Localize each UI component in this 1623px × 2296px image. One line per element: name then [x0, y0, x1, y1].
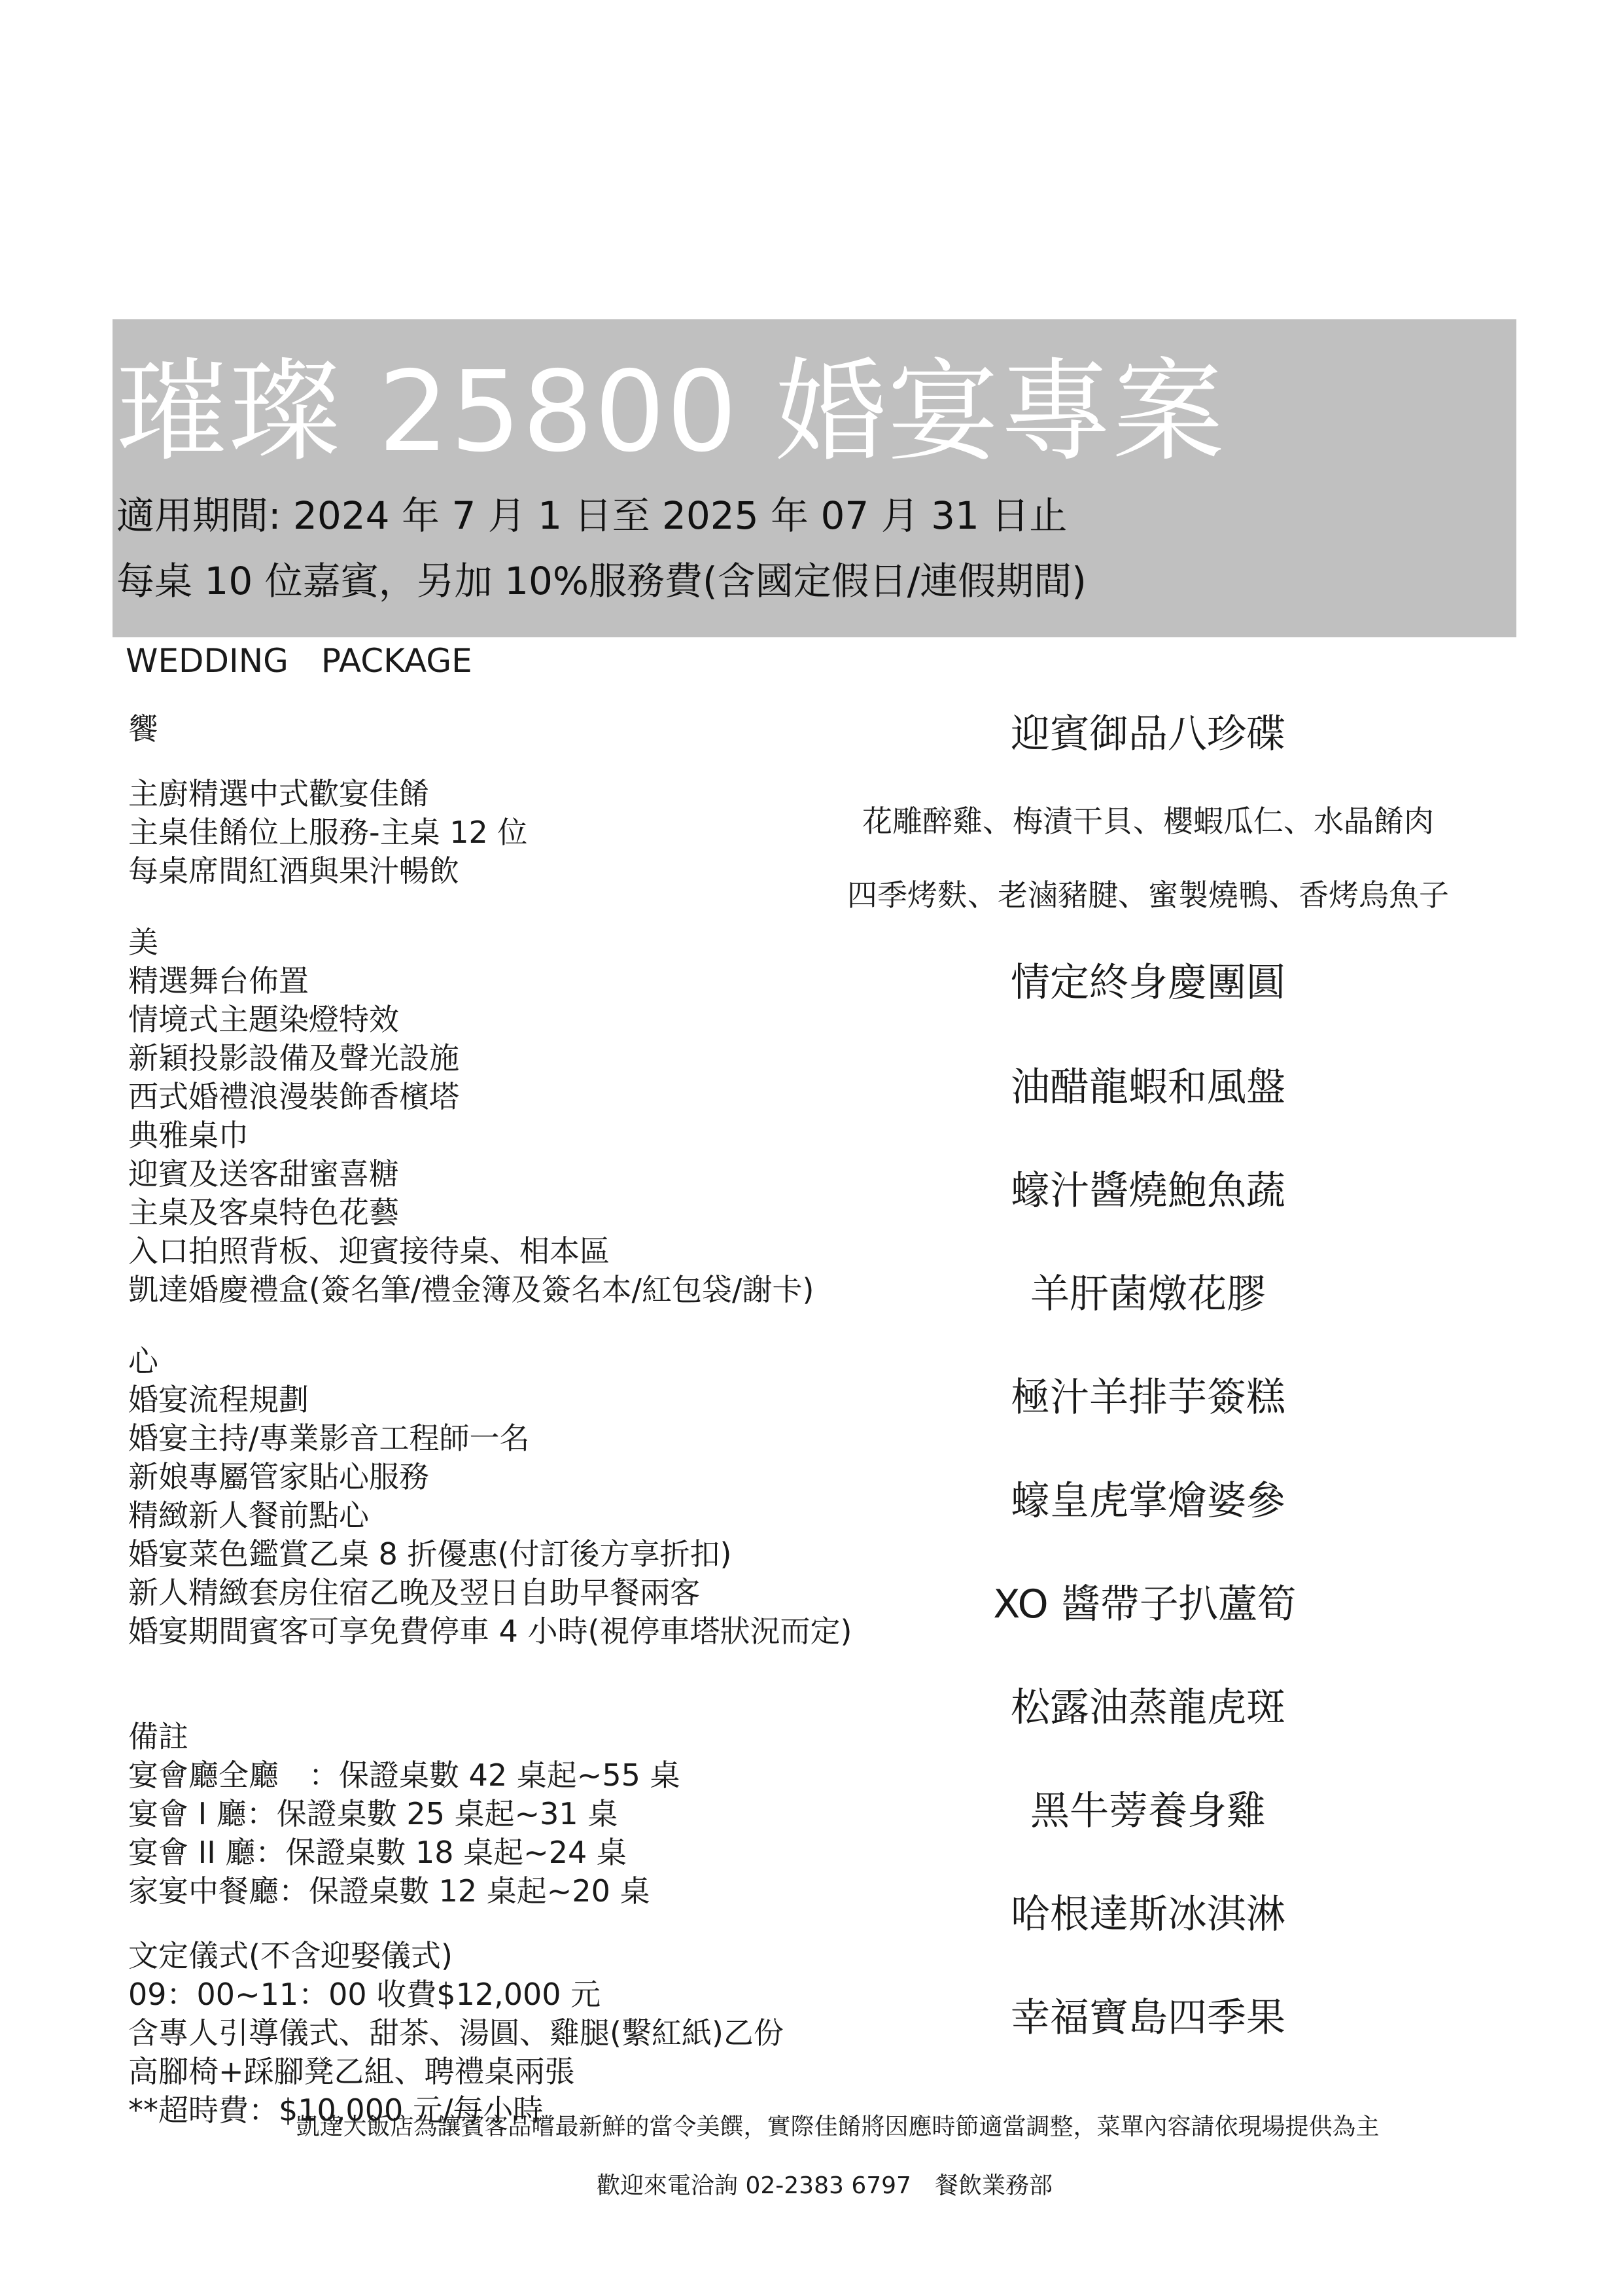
feast-heading: 饗 — [128, 711, 158, 747]
heart-item: 精緻新人餐前點心 — [128, 1498, 369, 1533]
menu-dish: 松露油蒸龍虎斑 — [1011, 1685, 1285, 1731]
heart-heading: 心 — [128, 1343, 158, 1379]
menu-starter-detail: 花雕醉雞、梅漬干貝、櫻蝦瓜仁、水晶餚肉 — [862, 804, 1434, 839]
feast-item: 主廚精選中式歡宴佳餚 — [128, 776, 429, 811]
heart-item: 婚宴主持/專業影音工程師一名 — [128, 1421, 530, 1456]
package-subtitle: WEDDING PACKAGE — [126, 642, 472, 680]
menu-dish: 蠔皇虎掌燴婆參 — [1011, 1478, 1285, 1524]
table-note: 每桌 10 位嘉賓，另加 10%服務費(含國定假日/連假期間) — [116, 559, 1087, 603]
page-title: 璀璨 25800 婚宴專案 — [116, 347, 1225, 477]
beauty-item: 入口拍照背板、迎賓接待桌、相本區 — [128, 1233, 610, 1269]
beauty-item: 情境式主題染燈特效 — [128, 1002, 399, 1037]
remarks-item: 宴會 II 廳：保證桌數 18 桌起~24 桌 — [128, 1835, 627, 1870]
beauty-item: 典雅桌巾 — [128, 1118, 249, 1153]
menu-dish: 哈根達斯冰淇淋 — [1011, 1892, 1285, 1937]
menu-dish: 蠔汁醬燒鮑魚蔬 — [1011, 1168, 1285, 1214]
footer-disclaimer: 凱達大飯店為讓賓客品嚐最新鮮的當令美饌，實際佳餚將因應時節適當調整，菜單內容請依現場提供為主 — [296, 2113, 1380, 2140]
menu-dish-starter: 迎賓御品八珍碟 — [1011, 711, 1285, 757]
ceremony-heading: 文定儀式(不含迎娶儀式) — [128, 1938, 453, 1973]
beauty-item: 新穎投影設備及聲光設施 — [128, 1040, 459, 1076]
beauty-heading: 美 — [128, 925, 158, 960]
beauty-item: 西式婚禮浪漫裝飾香檳塔 — [128, 1079, 459, 1114]
beauty-item: 精選舞台佈置 — [128, 963, 309, 998]
remarks-item: 宴會 I 廳：保證桌數 25 桌起~31 桌 — [128, 1796, 618, 1831]
ceremony-item: 09：00~11：00 收費$12,000 元 — [128, 1977, 601, 2012]
menu-starter-detail: 四季烤麩、老滷豬腱、蜜製燒鴨、香烤烏魚子 — [847, 877, 1449, 913]
package-details — [128, 710, 913, 2130]
feast-item: 每桌席間紅酒與果汁暢飲 — [128, 853, 459, 889]
feast-item: 主桌佳餚位上服務-主桌 12 位 — [128, 815, 528, 850]
remarks-item: 家宴中餐廳：保證桌數 12 桌起~20 桌 — [128, 1873, 650, 1909]
heart-item: 婚宴期間賓客可享免費停車 4 小時(視停車塔狀況而定) — [128, 1614, 852, 1649]
menu-dish: 情定終身慶團圓 — [1011, 960, 1285, 1006]
menu-dish: XO 醬帶子扒蘆筍 — [993, 1581, 1297, 1627]
heart-item: 婚宴流程規劃 — [128, 1382, 309, 1417]
beauty-item: 凱達婚慶禮盒(簽名筆/禮金簿及簽名本/紅包袋/謝卡) — [128, 1272, 814, 1307]
heart-item: 婚宴菜色鑑賞乙桌 8 折優惠(付訂後方享折扣) — [128, 1536, 732, 1572]
menu-dish: 黑牛蒡養身雞 — [1030, 1788, 1266, 1834]
footer-contact: 歡迎來電洽詢 02-2383 6797 餐飲業務部 — [597, 2172, 1053, 2199]
menu-dish: 羊肝菌燉花膠 — [1030, 1271, 1266, 1317]
valid-period: 適用期間: 2024 年 7 月 1 日至 2025 年 07 月 31 日止 — [116, 493, 1068, 538]
menu-dish: 幸福寶島四季果 — [1011, 1995, 1285, 2041]
remarks-heading: 備註 — [128, 1719, 188, 1754]
heart-item: 新娘專屬管家貼心服務 — [128, 1459, 429, 1494]
ceremony-item: **超時費：$10,000 元/每小時 — [128, 2093, 544, 2128]
remarks-item: 宴會廳全廳 ：保證桌數 42 桌起~55 桌 — [128, 1757, 680, 1793]
ceremony-item: 高腳椅+踩腳凳乙組、聘禮桌兩張 — [128, 2054, 575, 2089]
beauty-item: 主桌及客桌特色花藝 — [128, 1195, 399, 1230]
menu-dish: 油醋龍蝦和風盤 — [1011, 1065, 1285, 1110]
ceremony-item: 含專人引導儀式、甜茶、湯圓、雞腿(繫紅紙)乙份 — [128, 2015, 784, 2051]
menu-dish: 極汁羊排芋簽糕 — [1011, 1375, 1285, 1421]
beauty-item: 迎賓及送客甜蜜喜糖 — [128, 1156, 399, 1192]
heart-item: 新人精緻套房住宿乙晚及翌日自助早餐兩客 — [128, 1575, 700, 1610]
